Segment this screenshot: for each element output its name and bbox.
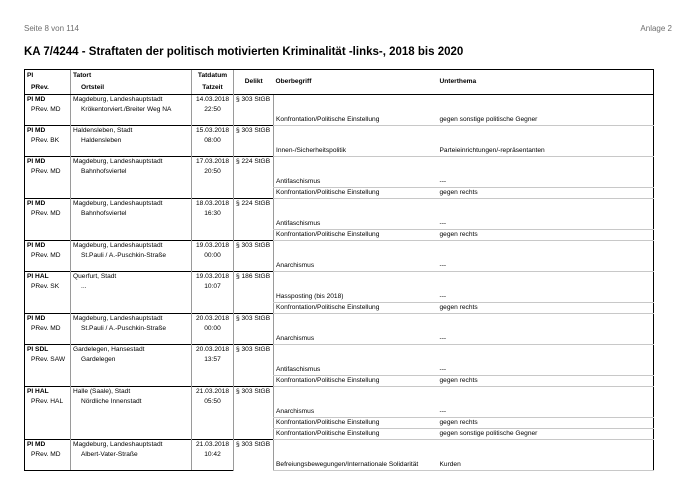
ortsteil-cell: Albert-Vater-Straße	[71, 450, 192, 460]
oberbegriff-cell: Hassposting (bis 2018)	[274, 292, 438, 303]
unterthema-cell: ---	[438, 219, 654, 230]
tatort-cell	[71, 407, 192, 418]
pi-cell	[25, 376, 71, 387]
tatdatum-cell: 19.03.2018	[192, 272, 234, 283]
record-row	[25, 199, 654, 210]
tatdatum-cell	[192, 303, 234, 314]
tatort-cell: Haldensleben, Stadt	[71, 126, 192, 137]
record-row	[25, 272, 654, 283]
tatort-cell	[71, 261, 192, 272]
tatdatum-cell: 15.03.2018	[192, 126, 234, 137]
tatdatum-cell	[192, 177, 234, 188]
tatort-cell	[71, 177, 192, 188]
ortsteil-cell: St.Pauli / A.-Puschkin-Straße	[71, 324, 192, 334]
ortsteil-cell: ...	[71, 282, 192, 292]
pi-cell: PI HAL	[25, 387, 71, 398]
header-unterthema: Unterthema	[438, 70, 654, 95]
delikt-cell: § 303 StGB	[234, 314, 274, 345]
pi-cell: PI MD	[25, 95, 71, 106]
tatdatum-cell: 19.03.2018	[192, 241, 234, 252]
tatdatum-cell	[192, 376, 234, 387]
header-oberbegriff: Oberbegriff	[274, 70, 438, 95]
tatdatum-cell	[192, 219, 234, 230]
header-ortsteil: Ortsteil	[71, 82, 192, 95]
pi-cell	[25, 460, 71, 471]
tatort-cell: Magdeburg, Landeshauptstadt	[71, 440, 192, 451]
record-subrow	[25, 115, 654, 126]
record-subrow	[25, 460, 654, 471]
delikt-cell: § 303 StGB	[234, 345, 274, 387]
prev-cell: PRev. MD	[25, 251, 71, 261]
unterthema-cell	[438, 314, 654, 335]
pi-cell	[25, 230, 71, 241]
record-subrow	[25, 188, 654, 199]
unterthema-cell: ---	[438, 407, 654, 418]
unterthema-cell: ---	[438, 261, 654, 272]
record-subrow	[25, 177, 654, 188]
tatort-cell	[71, 303, 192, 314]
ortsteil-cell: Bahnhofsviertel	[71, 167, 192, 177]
ortsteil-cell: Gardelegen	[71, 355, 192, 365]
delikt-cell: § 303 StGB	[234, 241, 274, 272]
header-tatdatum: Tatdatum	[192, 70, 234, 83]
tatort-cell: Magdeburg, Landeshauptstadt	[71, 157, 192, 168]
pi-cell	[25, 292, 71, 303]
pi-cell: PI HAL	[25, 272, 71, 283]
record-subrow	[25, 418, 654, 429]
tatzeit-cell: 00:00	[192, 324, 234, 334]
tatort-cell: Magdeburg, Landeshauptstadt	[71, 241, 192, 252]
delikt-cell: § 303 StGB	[234, 126, 274, 157]
tatort-cell	[71, 429, 192, 440]
table-body	[25, 95, 654, 471]
tatzeit-cell: 00:00	[192, 251, 234, 261]
unterthema-cell: gegen rechts	[438, 230, 654, 241]
prev-cell: PRev. MD	[25, 324, 71, 334]
tatdatum-cell	[192, 407, 234, 418]
tatdatum-cell: 17.03.2018	[192, 157, 234, 168]
tatdatum-cell	[192, 418, 234, 429]
tatort-cell	[71, 334, 192, 345]
delikt-cell: § 224 StGB	[234, 157, 274, 199]
pi-cell	[25, 115, 71, 126]
pi-cell	[25, 365, 71, 376]
pi-cell	[25, 188, 71, 199]
unterthema-cell: Parteieinrichtungen/-repräsentanten	[438, 146, 654, 157]
prev-cell: PRev. MD	[25, 105, 71, 115]
oberbegriff-cell: Innen-/Sicherheitspolitik	[274, 146, 438, 157]
tatort-cell: Magdeburg, Landeshauptstadt	[71, 95, 192, 106]
unterthema-cell	[438, 272, 654, 293]
prev-cell: PRev. BK	[25, 136, 71, 146]
delikt-cell: § 186 StGB	[234, 272, 274, 314]
tatort-cell	[71, 188, 192, 199]
unterthema-cell	[438, 199, 654, 220]
tatzeit-cell: 05:50	[192, 397, 234, 407]
oberbegriff-cell	[274, 387, 438, 408]
unterthema-cell	[438, 440, 654, 461]
record-row	[25, 126, 654, 137]
prev-cell: PRev. MD	[25, 167, 71, 177]
oberbegriff-cell: Konfrontation/Politische Einstellung	[274, 115, 438, 126]
unterthema-cell	[438, 95, 654, 116]
record-row	[25, 241, 654, 252]
record-subrow	[25, 365, 654, 376]
record-row	[25, 314, 654, 325]
record-subrow	[25, 334, 654, 345]
header-tatzeit: Tatzeit	[192, 82, 234, 95]
delikt-cell: § 303 StGB	[234, 440, 274, 471]
unterthema-cell: ---	[438, 365, 654, 376]
pi-cell	[25, 219, 71, 230]
oberbegriff-cell	[274, 314, 438, 335]
oberbegriff-cell: Antifaschismus	[274, 177, 438, 188]
tatdatum-cell: 14.03.2018	[192, 95, 234, 106]
record-row	[25, 345, 654, 356]
pi-cell: PI MD	[25, 440, 71, 451]
pi-cell	[25, 261, 71, 272]
record-row	[25, 157, 654, 168]
oberbegriff-cell	[274, 345, 438, 366]
unterthema-cell: gegen rechts	[438, 418, 654, 429]
pi-cell: PI SDL	[25, 345, 71, 356]
tatzeit-cell: 13:57	[192, 355, 234, 365]
oberbegriff-cell	[274, 199, 438, 220]
pi-cell	[25, 177, 71, 188]
offense-table	[24, 69, 654, 471]
header-prev: PRev.	[25, 82, 71, 95]
tatort-cell	[71, 292, 192, 303]
pi-cell	[25, 429, 71, 440]
table-header	[25, 70, 654, 95]
tatdatum-cell: 20.03.2018	[192, 314, 234, 325]
oberbegriff-cell: Anarchismus	[274, 407, 438, 418]
tatdatum-cell	[192, 365, 234, 376]
ortsteil-cell: Krökentorviert./Breiter Weg NA	[71, 105, 192, 115]
oberbegriff-cell	[274, 126, 438, 147]
prev-cell: PRev. MD	[25, 209, 71, 219]
unterthema-cell	[438, 345, 654, 366]
header-tatort: Tatort	[71, 70, 192, 83]
pi-cell: PI MD	[25, 126, 71, 137]
unterthema-cell: gegen sonstige politische Gegner	[438, 429, 654, 440]
unterthema-cell	[438, 387, 654, 408]
pi-cell: PI MD	[25, 241, 71, 252]
prev-cell: PRev. HAL	[25, 397, 71, 407]
ortsteil-cell: St.Pauli / A.-Puschkin-Straße	[71, 251, 192, 261]
oberbegriff-cell	[274, 272, 438, 293]
prev-cell: PRev. SAW	[25, 355, 71, 365]
tatdatum-cell	[192, 460, 234, 471]
pi-cell: PI MD	[25, 199, 71, 210]
record-subrow	[25, 261, 654, 272]
oberbegriff-cell	[274, 95, 438, 116]
record-subrow	[25, 407, 654, 418]
oberbegriff-cell	[274, 440, 438, 461]
unterthema-cell: gegen sonstige politische Gegner	[438, 115, 654, 126]
tatdatum-cell	[192, 188, 234, 199]
unterthema-cell: ---	[438, 292, 654, 303]
tatdatum-cell	[192, 292, 234, 303]
record-row	[25, 440, 654, 451]
tatdatum-cell: 21.03.2018	[192, 440, 234, 451]
tatort-cell: Halle (Saale), Stadt	[71, 387, 192, 398]
pi-cell: PI MD	[25, 314, 71, 325]
record-subrow	[25, 292, 654, 303]
tatdatum-cell	[192, 146, 234, 157]
oberbegriff-cell: Antifaschismus	[274, 219, 438, 230]
record-subrow	[25, 429, 654, 440]
oberbegriff-cell: Anarchismus	[274, 261, 438, 272]
tatort-cell	[71, 230, 192, 241]
delikt-cell: § 224 StGB	[234, 199, 274, 241]
oberbegriff-cell: Konfrontation/Politische Einstellung	[274, 429, 438, 440]
tatzeit-cell: 10:07	[192, 282, 234, 292]
ortsteil-cell: Nördliche Innenstadt	[71, 397, 192, 407]
page-number: Seite 8 von 114	[24, 24, 80, 33]
annex-label: Anlage 2	[640, 24, 672, 33]
unterthema-cell	[438, 241, 654, 262]
pi-cell	[25, 303, 71, 314]
pi-cell	[25, 334, 71, 345]
document-title: KA 7/4244 - Straftaten der politisch motivierten Kriminalität -links-, 2018 bis 2020	[24, 46, 464, 58]
unterthema-cell: Kurden	[438, 460, 654, 471]
tatzeit-cell: 16:30	[192, 209, 234, 219]
pi-cell	[25, 146, 71, 157]
oberbegriff-cell: Antifaschismus	[274, 365, 438, 376]
record-subrow	[25, 219, 654, 230]
record-row	[25, 95, 654, 106]
tatdatum-cell	[192, 429, 234, 440]
tatzeit-cell: 08:00	[192, 136, 234, 146]
tatdatum-cell	[192, 115, 234, 126]
oberbegriff-cell	[274, 157, 438, 178]
tatzeit-cell: 20:50	[192, 167, 234, 177]
oberbegriff-cell: Anarchismus	[274, 334, 438, 345]
pi-cell	[25, 407, 71, 418]
tatdatum-cell	[192, 261, 234, 272]
record-row	[25, 387, 654, 398]
ortsteil-cell: Haldensleben	[71, 136, 192, 146]
oberbegriff-cell: Befreiungsbewegungen/Internationale Solidarität	[274, 460, 438, 471]
unterthema-cell	[438, 157, 654, 178]
oberbegriff-cell: Konfrontation/Politische Einstellung	[274, 376, 438, 387]
prev-cell: PRev. SK	[25, 282, 71, 292]
unterthema-cell: gegen rechts	[438, 303, 654, 314]
tatort-cell	[71, 146, 192, 157]
header-pi: PI	[25, 70, 71, 83]
tatort-cell	[71, 365, 192, 376]
oberbegriff-cell: Konfrontation/Politische Einstellung	[274, 230, 438, 241]
tatzeit-cell: 22:50	[192, 105, 234, 115]
tatdatum-cell	[192, 334, 234, 345]
delikt-cell: § 303 StGB	[234, 387, 274, 440]
tatzeit-cell: 10:42	[192, 450, 234, 460]
pi-cell	[25, 418, 71, 429]
unterthema-cell: gegen rechts	[438, 188, 654, 199]
oberbegriff-cell: Konfrontation/Politische Einstellung	[274, 188, 438, 199]
oberbegriff-cell: Konfrontation/Politische Einstellung	[274, 418, 438, 429]
tatort-cell: Querfurt, Stadt	[71, 272, 192, 283]
tatdatum-cell: 21.03.2018	[192, 387, 234, 398]
tatort-cell: Magdeburg, Landeshauptstadt	[71, 314, 192, 325]
record-subrow	[25, 146, 654, 157]
pi-cell: PI MD	[25, 157, 71, 168]
tatort-cell: Gardelegen, Hansestadt	[71, 345, 192, 356]
oberbegriff-cell	[274, 241, 438, 262]
unterthema-cell	[438, 126, 654, 147]
tatdatum-cell: 18.03.2018	[192, 199, 234, 210]
record-subrow	[25, 376, 654, 387]
header-delikt: Delikt	[234, 70, 274, 95]
delikt-cell: § 303 StGB	[234, 95, 274, 126]
tatort-cell	[71, 376, 192, 387]
unterthema-cell: ---	[438, 334, 654, 345]
tatort-cell: Magdeburg, Landeshauptstadt	[71, 199, 192, 210]
unterthema-cell: gegen rechts	[438, 376, 654, 387]
tatort-cell	[71, 219, 192, 230]
ortsteil-cell: Bahnhofsviertel	[71, 209, 192, 219]
tatort-cell	[71, 115, 192, 126]
record-subrow	[25, 303, 654, 314]
tatdatum-cell	[192, 230, 234, 241]
tatort-cell	[71, 418, 192, 429]
record-subrow	[25, 230, 654, 241]
unterthema-cell: ---	[438, 177, 654, 188]
prev-cell: PRev. MD	[25, 450, 71, 460]
oberbegriff-cell: Konfrontation/Politische Einstellung	[274, 303, 438, 314]
tatort-cell	[71, 460, 192, 471]
tatdatum-cell: 20.03.2018	[192, 345, 234, 356]
